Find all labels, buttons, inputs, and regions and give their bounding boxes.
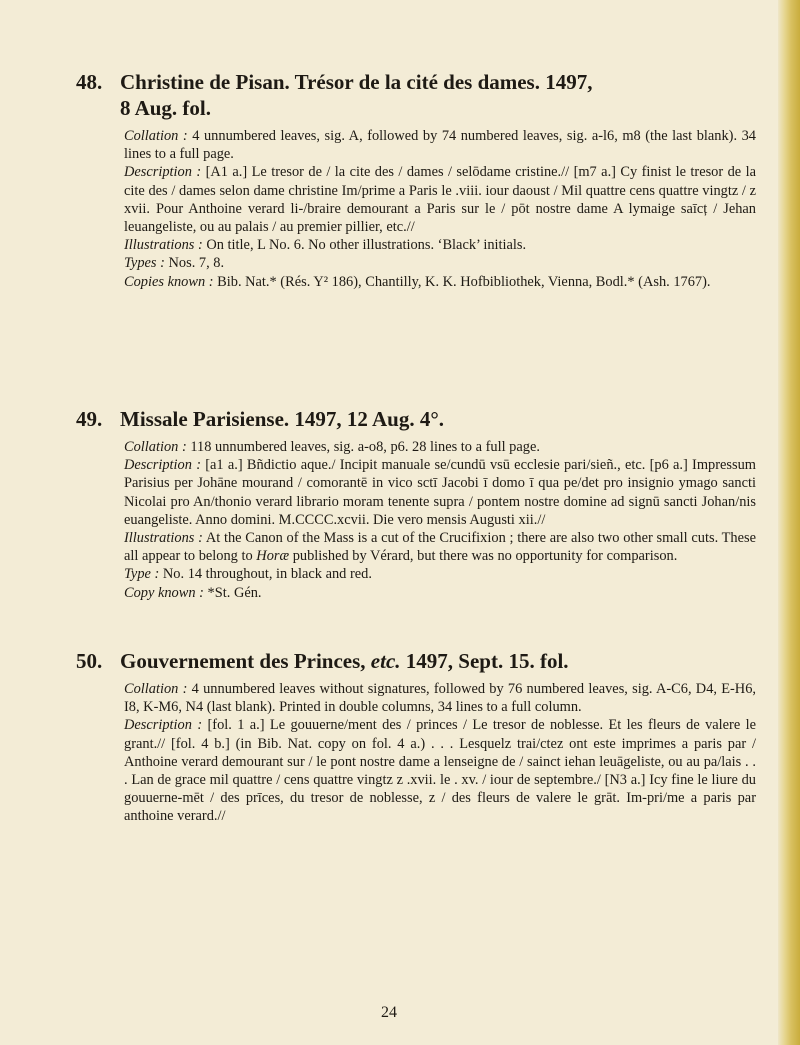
field-label: Copy known : (124, 584, 204, 601)
field-value: [a1 a.] Bñdictio aque./ Incipit manuale se/cundū vsū ecclesie pari/sieñ., etc. [p6 a.] Impressum Parisius per Johāne mourand / comorantē in vico sctī Jacobi ī domo ī qua pe/det pro insignio ymago sancti Nicolai pro An/thonio verard librario moram tenente supra / pontem nostre domine ad signū sancti Johan/nis euangeliste. Anno domini. M.CCCC.xcvii. Die vero mensis Augusti xii.// (124, 457, 756, 528)
entry-date-format: 8 Aug. fol. (120, 96, 212, 120)
entry-body (124, 438, 756, 602)
field-value: 4 unnumbered leaves, sig. A, followed by 74 numbered leaves, sig. a-l6, m8 (the last blank). 34 lines to a full page. (124, 128, 756, 163)
field-label: Type : (124, 566, 160, 583)
type-field (124, 565, 756, 583)
entry-title: Christine de Pisan. Trésor de la cité des dames. 1497, (120, 70, 593, 94)
entry-heading (76, 69, 756, 121)
field-value: On title, L No. 6. No other illustrations. ‘Black’ initials. (206, 237, 527, 254)
illustrations-field (124, 236, 756, 254)
field-label: Description : (124, 717, 203, 734)
entry-50 (76, 648, 756, 826)
field-label: Illustrations : (124, 530, 203, 547)
entry-date-format: 1497, Sept. 15. fol. (405, 649, 569, 673)
field-label: Collation : (124, 681, 188, 697)
field-value: At the Canon of the Mass is a cut of the Crucifixion ; there are also two other small cuts. These all appear to belong to (124, 530, 756, 565)
copies-field (124, 273, 756, 291)
collation-field (124, 438, 756, 456)
field-label: Description : (124, 457, 201, 474)
field-value: No. 14 throughout, in black and red. (162, 566, 372, 583)
description-field (124, 456, 756, 529)
field-value: *St. Gén. (207, 584, 262, 601)
field-label: Collation : (124, 128, 188, 144)
field-label: Illustrations : (124, 237, 203, 254)
field-label: Copies known : (124, 273, 214, 290)
entry-48 (76, 69, 756, 291)
field-label: Description : (124, 164, 202, 181)
field-value: Bib. Nat.* (Rés. Y² 186), Chantilly, K. K. Hofbibliothek, Vienna, Bodl.* (Ash. 1767). (217, 273, 711, 290)
entry-number: 50. (76, 649, 103, 673)
field-value: published by Vérard, but there was no opportunity for comparison. (292, 548, 678, 565)
field-value: 4 unnumbered leaves without signatures, followed by 76 numbered leaves, sig. A-C6, D4, E-H6, I8, K-M6, N4 (last blank). Printed in double columns, 34 lines to a full column. (124, 681, 756, 716)
entry-title-etc: etc. (370, 649, 401, 673)
field-label: Types : (124, 255, 165, 272)
entry-title: Gouvernement des Princes, (120, 649, 366, 673)
field-value: 118 unnumbered leaves, sig. a-o8, p6. 28 lines to a full page. (190, 439, 540, 455)
book-title: Horæ (256, 548, 290, 565)
entry-heading (76, 648, 756, 674)
entry-body (124, 680, 756, 826)
collation-field (124, 127, 756, 163)
field-value: Nos. 7, 8. (168, 255, 225, 272)
field-value: [A1 a.] Le tresor de / la cite des / dames / selōdame cristine.// [m7 a.] Cy finist le tresor de la cite des / dames selon dame christine Im/prime a Paris le .viii. iour daoust / Mil quattre cens quattre vingtz / z xvii. Pour Anthoine verard li-/braire demourant a Paris sur le / pōt nostre dame A lymaige saīcț / Jehan leuangeliste, ou au palais / au premier pillier, etc.// (124, 164, 756, 236)
entry-heading (76, 406, 756, 432)
illustrations-field (124, 529, 756, 565)
page-edge-shadow (778, 0, 800, 1045)
description-field (124, 163, 756, 236)
page-number: 24 (381, 1004, 397, 1021)
entry-number: 48. (76, 70, 103, 94)
entry-body (124, 127, 756, 291)
field-value: [fol. 1 a.] Le gouuerne/ment des / princes / Le tresor de noblesse. Et les fleurs de valere le grant.// [fol. 4 b.] (in Bib. Nat. copy on fol. 4 a.) . . . Lesquelz trai/ctez ont este imprimes a paris par / Anthoine verard demourant sur / le pont nostre dame a lenseigne de / sainct iehan leuāgeliste, ou au pa/lais . . . Lan de grace mil quattre / cens quattre vingtz z .xvii. le . xv. / iour de septembre./ [N3 a.] Icy fine le liure du gouuerne-mēt / des prīces, du tresor de noblesse, z / des fleurs de valere le grāt. Im-pri/me a paris par anthoine verard.// (124, 717, 756, 825)
entry-number: 49. (76, 407, 103, 431)
entry-title: Missale Parisiense. 1497, 12 Aug. 4°. (120, 407, 444, 431)
types-field (124, 254, 756, 272)
collation-field (124, 680, 756, 716)
entry-49 (76, 406, 756, 602)
field-label: Collation : (124, 439, 187, 455)
copy-field (124, 584, 756, 602)
description-field (124, 716, 756, 825)
